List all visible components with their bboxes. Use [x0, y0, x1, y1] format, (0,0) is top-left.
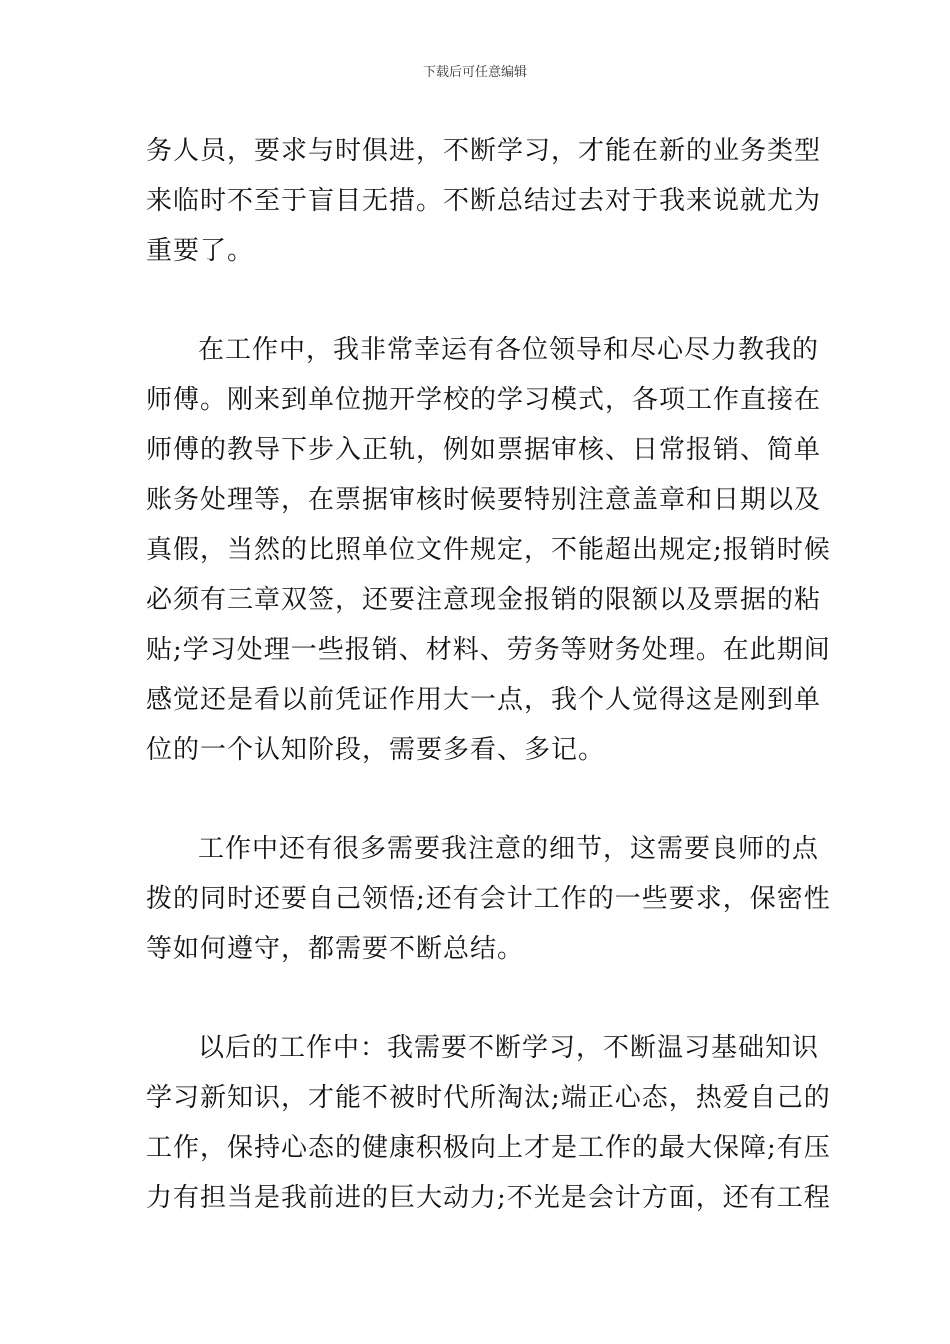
text-line: 重要了。 — [146, 236, 255, 266]
text-line: 工作中还有很多需要我注意的细节，这需要良师的点 — [198, 834, 820, 864]
text-line: 来临时不至于盲目无措。不断总结过去对于我来说就尤为 — [146, 186, 822, 216]
paragraph-3 — [146, 824, 831, 974]
document-body — [146, 126, 831, 1223]
text-line: 在工作中，我非常幸运有各位领导和尽心尽力教我的 — [198, 335, 820, 365]
text-line: 学习新知识，才能不被时代所淘汰;端正心态，热爱自己的 — [146, 1083, 831, 1113]
text-line: 工作，保持心态的健康积极向上才是工作的最大保障;有压 — [146, 1133, 831, 1163]
text-line: 等如何遵守，都需要不断总结。 — [146, 934, 525, 964]
paragraph-2 — [146, 325, 831, 775]
text-line: 位的一个认知阶段，需要多看、多记。 — [146, 735, 606, 765]
paragraph-4 — [146, 1023, 831, 1223]
text-line: 必须有三章双签，还要注意现金报销的限额以及票据的粘 — [146, 585, 822, 615]
paragraph-1 — [146, 126, 822, 276]
text-line: 师傅。刚来到单位抛开学校的学习模式，各项工作直接在 — [146, 385, 822, 415]
text-line: 师傅的教导下步入正轨，例如票据审核、日常报销、简单 — [146, 435, 822, 465]
text-line: 务人员，要求与时俱进，不断学习，才能在新的业务类型 — [146, 136, 822, 166]
text-line: 力有担当是我前进的巨大动力;不光是会计方面，还有工程 — [146, 1183, 831, 1213]
text-line: 以后的工作中：我需要不断学习，不断温习基础知识 — [198, 1033, 820, 1063]
text-line: 感觉还是看以前凭证作用大一点，我个人觉得这是刚到单 — [146, 685, 822, 715]
text-line: 拨的同时还要自己领悟;还有会计工作的一些要求，保密性 — [146, 884, 831, 914]
text-line: 贴;学习处理一些报销、材料、劳务等财务处理。在此期间 — [146, 635, 831, 665]
text-line: 真假，当然的比照单位文件规定，不能超出规定;报销时候 — [146, 535, 831, 565]
text-line: 账务处理等，在票据审核时候要特别注意盖章和日期以及 — [146, 485, 822, 515]
page-header: 下载后可任意编辑 — [422, 65, 527, 80]
